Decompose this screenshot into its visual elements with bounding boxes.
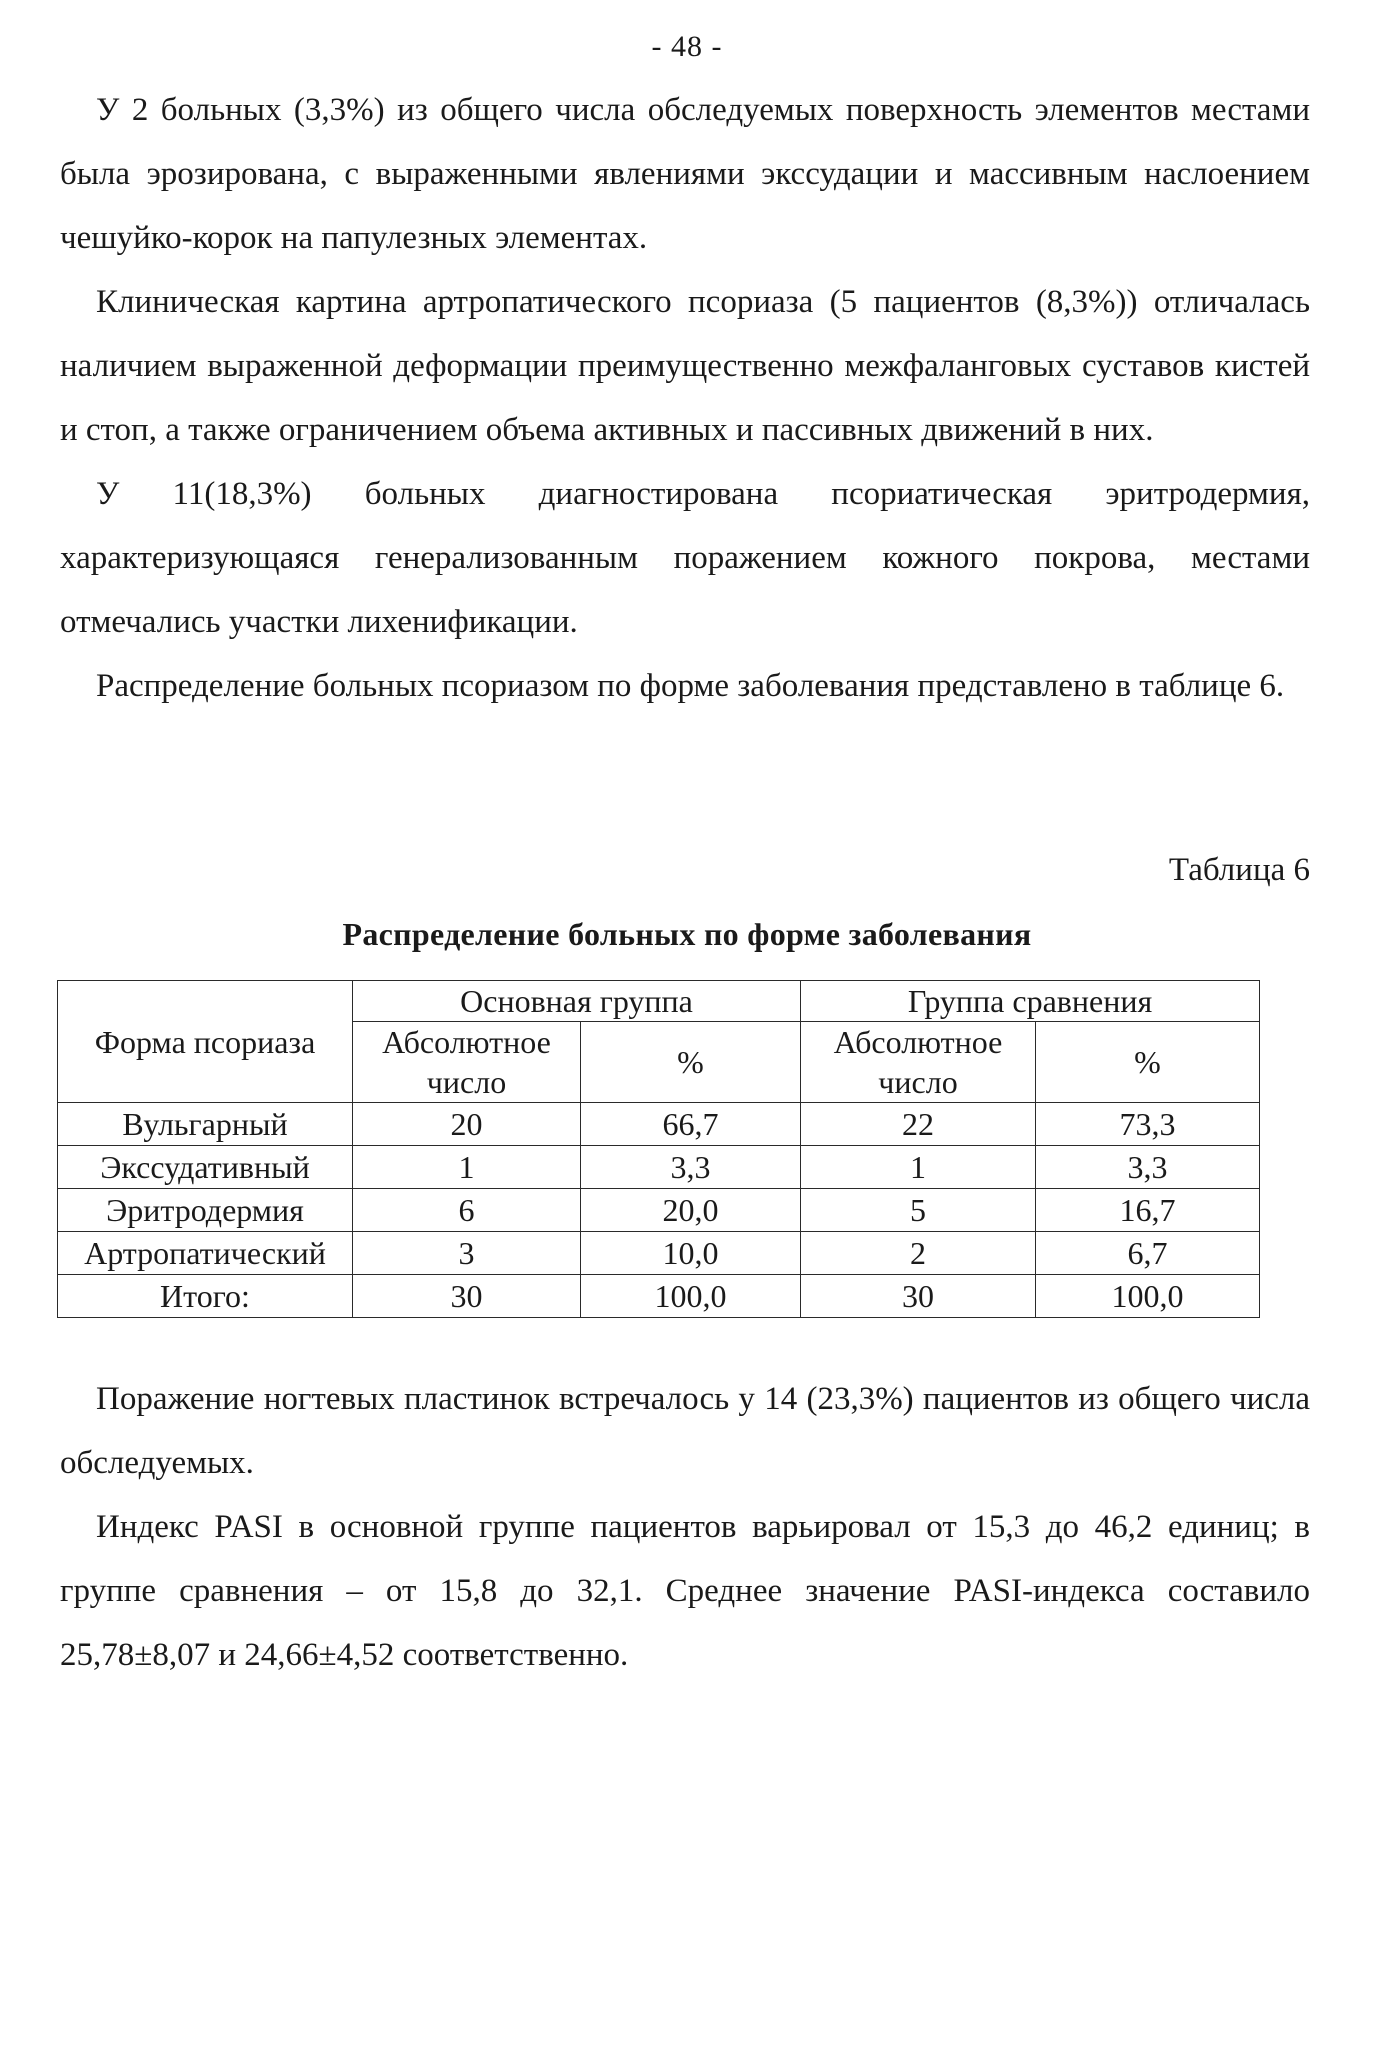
- cell-main-abs: 3: [353, 1232, 581, 1275]
- paragraph: Распределение больных псориазом по форме заболевания представлено в таблице 6.: [96, 668, 1285, 704]
- cell-compare-abs: 1: [801, 1146, 1036, 1189]
- table-row: [58, 1232, 1260, 1275]
- subheader-main-pct: %: [581, 1022, 801, 1103]
- cell-form: Артропатический: [58, 1232, 353, 1275]
- table-total-row: [58, 1275, 1260, 1318]
- cell-main-abs: 1: [353, 1146, 581, 1189]
- header-main-group: Основная группа: [353, 981, 801, 1022]
- cell-main-pct: 66,7: [581, 1103, 801, 1146]
- cell-form: Экссудативный: [58, 1146, 353, 1189]
- table-label: Таблица 6: [1168, 852, 1310, 888]
- cell-form: Вульгарный: [58, 1103, 353, 1146]
- cell-compare-abs: 5: [801, 1189, 1036, 1232]
- text-before-table: [60, 78, 1310, 718]
- cell-compare-abs: 2: [801, 1232, 1036, 1275]
- paragraph: У 2 больных (3,3%) из общего числа обследуемых поверхность элементов местами была эрозирована, с выраженными явлениями экссудации и массивным наслоением чешуйко-корок на папулезных элементах.: [60, 92, 1310, 256]
- subheader-main-abs: Абсолютное число: [353, 1022, 581, 1103]
- cell-main-abs: 20: [353, 1103, 581, 1146]
- header-compare-group: Группа сравнения: [801, 981, 1260, 1022]
- paragraph: Индекс PASI в основной группе пациентов варьировал от 15,3 до 46,2 единиц; в группе сравнения – от 15,8 до 32,1. Среднее значение PASI-индекса составило 25,78±8,07 и 24,66±4,52 соответственно.: [60, 1509, 1310, 1673]
- cell-compare-abs: 22: [801, 1103, 1036, 1146]
- cell-form: Итого:: [58, 1275, 353, 1318]
- cell-compare-abs: 30: [801, 1275, 1036, 1318]
- cell-main-abs: 6: [353, 1189, 581, 1232]
- cell-compare-pct: 6,7: [1036, 1232, 1260, 1275]
- table-title: Распределение больных по форме заболевания: [342, 916, 1032, 952]
- table-row: [58, 1146, 1260, 1189]
- table-row: [58, 1189, 1260, 1232]
- header-form: Форма псориаза: [58, 981, 353, 1103]
- table-header-row: [58, 981, 1260, 1022]
- cell-main-pct: 10,0: [581, 1232, 801, 1275]
- cell-form: Эритродермия: [58, 1189, 353, 1232]
- cell-main-pct: 100,0: [581, 1275, 801, 1318]
- table-row: [58, 1103, 1260, 1146]
- cell-main-pct: 3,3: [581, 1146, 801, 1189]
- cell-main-abs: 30: [353, 1275, 581, 1318]
- subheader-compare-abs: Абсолютное число: [801, 1022, 1036, 1103]
- cell-compare-pct: 3,3: [1036, 1146, 1260, 1189]
- paragraph: Клиническая картина артропатического псориаза (5 пациентов (8,3%)) отличалась наличием выраженной деформации преимущественно межфаланговых суставов кистей и стоп, а также ограничением объема активных и пассивных движений в них.: [60, 284, 1310, 448]
- cell-compare-pct: 16,7: [1036, 1189, 1260, 1232]
- cell-main-pct: 20,0: [581, 1189, 801, 1232]
- text-after-table: [60, 1367, 1310, 1687]
- cell-compare-pct: 100,0: [1036, 1275, 1260, 1318]
- subheader-compare-pct: %: [1036, 1022, 1260, 1103]
- page-number: - 48 -: [651, 30, 723, 63]
- cell-compare-pct: 73,3: [1036, 1103, 1260, 1146]
- paragraph: У 11(18,3%) больных диагностирована псориатическая эритродермия, характеризующаяся генерализованным поражением кожного покрова, местами отмечались участки лихенификации.: [60, 476, 1310, 640]
- paragraph: Поражение ногтевых пластинок встречалось у 14 (23,3%) пациентов из общего числа обследуемых.: [60, 1381, 1310, 1481]
- distribution-table: [57, 980, 1260, 1318]
